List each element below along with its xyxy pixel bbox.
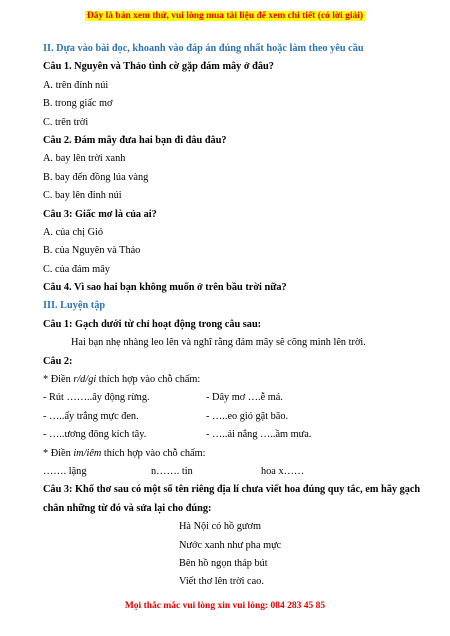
practice-2-title: Câu 2:: [43, 355, 73, 367]
fill-item: - Rút ……..ây động rừng.: [43, 392, 150, 404]
fill-item: - Dây mơ ….ễ má.: [206, 392, 283, 404]
document-body: [43, 40, 423, 592]
fill-item: - …..ấy trắng mực đen.: [43, 410, 139, 422]
fill-row-3: [43, 426, 423, 444]
practice-1-title: Câu 1: Gạch dưới từ chỉ hoạt động trong câu sau:: [43, 318, 262, 330]
preview-banner: [0, 11, 450, 21]
question-3-option-a: A. của chị Gió: [43, 226, 104, 238]
question-1-option-c: C. trên trời: [43, 116, 89, 128]
fill-item: - …..ải nắng …..ầm mưa.: [206, 429, 312, 441]
question-3-option-c: C. của đám mây: [43, 263, 110, 275]
poem-line: Viết thơ lên trời cao.: [179, 576, 264, 588]
question-2-option-a: A. bay lên trời xanh: [43, 153, 126, 165]
fill-item: ……. lặng: [43, 465, 87, 477]
question-2-title: Câu 2. Đám mây đưa hai bạn đi đâu đâu?: [43, 134, 227, 146]
practice-3-title: Câu 3: Khổ thơ sau có một số tên riêng địa lí chưa viết hoa đúng quy tắc, em hãy gạch chân những từ đó và sửa lại cho đúng:: [43, 484, 421, 514]
banner-text: Đây là bản xem thử, vui lòng mua tài liệu để xem chi tiết (có lời giải): [86, 11, 364, 21]
section-heading-3: III. Luyện tập: [43, 300, 106, 312]
section-heading-2: II. Dựa vào bài đọc, khoanh vào đáp án đúng nhất hoặc làm theo yêu cầu: [43, 43, 364, 54]
practice-1-sentence: Hai bạn nhẹ nhàng leo lên và nghĩ rằng đám mây sẽ cõng mình lên trời.: [71, 337, 366, 349]
fill-instruction-2-suffix: thích hợp vào chỗ chấm:: [101, 447, 206, 459]
fill-item: - …..eo gió gặt bão.: [206, 410, 289, 422]
fill-instruction-1-prefix: * Điền: [43, 374, 74, 386]
fill-row-2: [43, 408, 423, 426]
fill-item: - …..ương đông kích tây.: [43, 429, 147, 441]
fill-item: n……. tin: [151, 465, 193, 477]
fill-instruction-2-letters: im/iêm: [73, 447, 102, 459]
fill-instruction-1-letters: r/d/gi: [73, 374, 97, 386]
fill-instruction-2: [43, 445, 423, 463]
fill-row-4: [43, 463, 423, 481]
fill-row-1: [43, 389, 423, 407]
fill-instruction-1: [43, 371, 423, 389]
question-1-option-b: B. trong giấc mơ: [43, 98, 113, 110]
question-3-option-b: B. của Nguyên và Thảo: [43, 245, 141, 257]
fill-instruction-1-suffix: thích hợp vào chỗ chấm:: [96, 374, 201, 386]
question-1-title: Câu 1. Nguyên và Thảo tình cờ gặp đám mây ở đâu?: [43, 61, 274, 73]
fill-instruction-2-prefix: * Điền: [43, 447, 74, 459]
question-2-option-c: C. bay lên đỉnh núi: [43, 190, 122, 202]
poem-line: Nước xanh như pha mực: [179, 539, 282, 551]
question-2-option-b: B. bay đến đồng lúa vàng: [43, 171, 149, 183]
question-4-title: Câu 4. Vì sao hai bạn không muốn ở trên bầu trời nữa?: [43, 282, 287, 294]
poem-line: Bên hồ ngọn tháp bút: [179, 557, 268, 569]
fill-item: hoa x……: [261, 465, 305, 477]
poem-line: Hà Nội có hồ gươm: [179, 521, 261, 533]
question-3-title: Câu 3: Giấc mơ là của ai?: [43, 208, 157, 220]
footer-contact: Mọi thắc mắc vui lòng xin vui lòng: 084 283 45 85: [124, 601, 326, 611]
question-1-option-a: A. trên đỉnh núi: [43, 79, 109, 91]
